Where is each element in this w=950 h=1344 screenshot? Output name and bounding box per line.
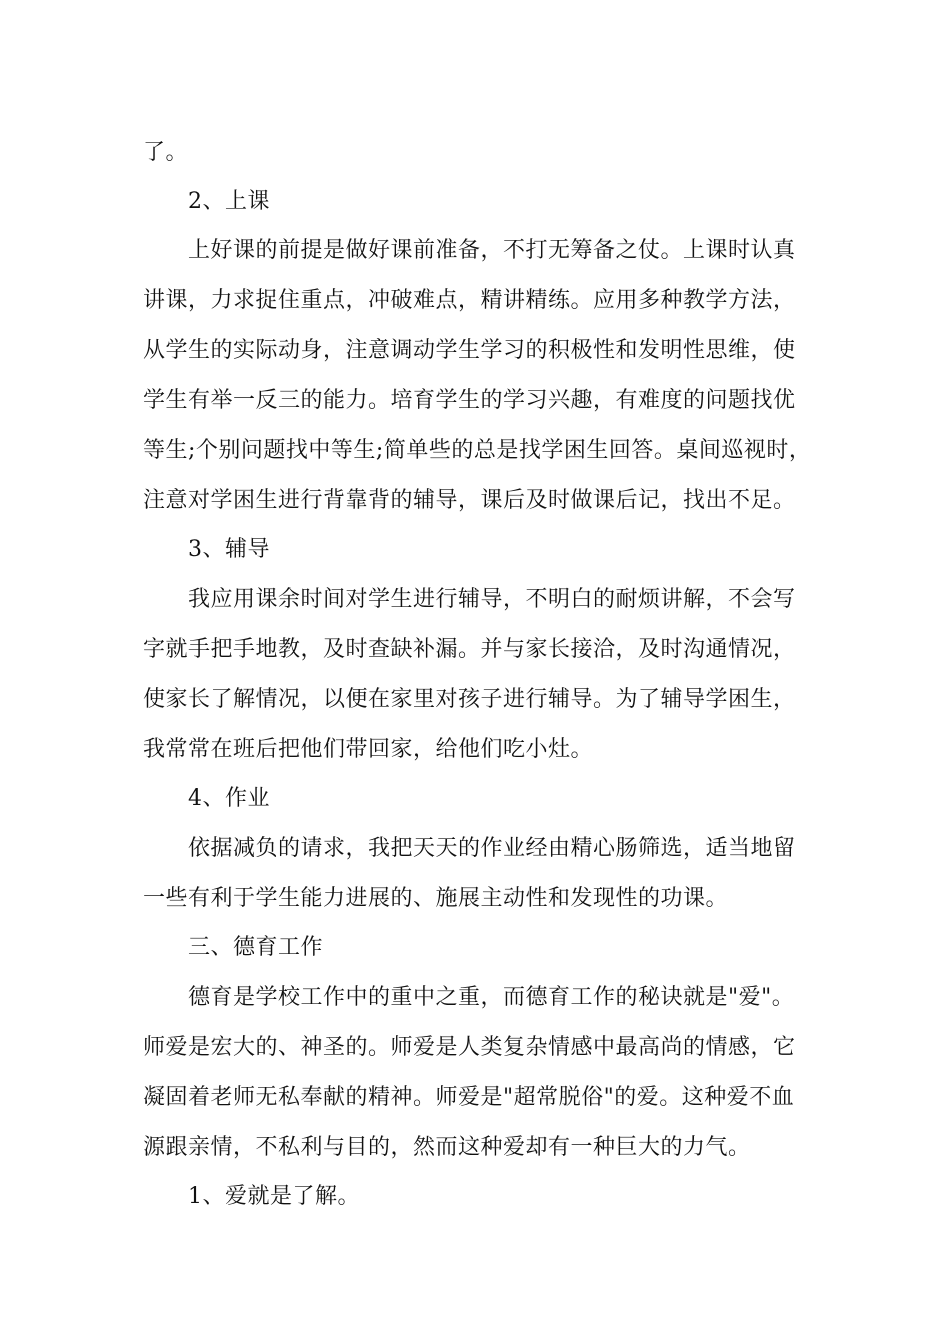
section-heading: 3、辅导 (188, 537, 270, 562)
paragraph-line: 字就手把手地教，及时查缺补漏。并与家长接洽，及时沟通情况， (143, 637, 796, 662)
paragraph-line: 注意对学困生进行背靠背的辅导，课后及时做课后记，找出不足。 (143, 488, 796, 513)
paragraph-line: 我应用课余时间对学生进行辅导，不明白的耐烦讲解，不会写 (188, 587, 796, 612)
section-heading: 2、上课 (188, 189, 270, 214)
paragraph-line: 我常常在班后把他们带回家，给他们吃小灶。 (143, 737, 594, 762)
paragraph-line: 讲课，力求捉住重点，冲破难点，精讲精练。应用多种教学方法， (143, 288, 796, 313)
paragraph-line: 学生有举一反三的能力。培育学生的学习兴趣，有难度的问题找优 (143, 388, 796, 413)
paragraph-line: 凝固着老师无私奉献的精神。师爱是"超常脱俗"的爱。这种爱不血 (143, 1085, 795, 1110)
section-heading: 4、作业 (188, 786, 270, 811)
paragraph-line: 了。 (143, 140, 189, 165)
section-heading: 三、德育工作 (188, 935, 324, 960)
paragraph-line: 源跟亲情，不私利与目的，然而这种爱却有一种巨大的力气。 (143, 1135, 751, 1160)
paragraph-line: 使家长了解情况，以便在家里对孩子进行辅导。为了辅导学困生， (143, 687, 796, 712)
paragraph-line: 上好课的前提是做好课前准备，不打无筹备之仗。上课时认真 (188, 238, 796, 263)
paragraph-line: 一些有利于学生能力进展的、施展主动性和发现性的功课。 (143, 886, 729, 911)
paragraph-line: 等生;个别问题找中等生;简单些的总是找学困生回答。桌间巡视时， (143, 438, 812, 463)
paragraph-line: 依据减负的请求，我把天天的作业经由精心肠筛选，适当地留 (188, 836, 796, 861)
paragraph-line: 德育是学校工作中的重中之重，而德育工作的秘诀就是"爱"。 (188, 985, 795, 1010)
paragraph-line: 从学生的实际动身，注意调动学生学习的积极性和发明性思维，使 (143, 338, 796, 363)
paragraph-line: 师爱是宏大的、神圣的。师爱是人类复杂情感中最高尚的情感，它 (143, 1035, 796, 1060)
section-heading: 1、爱就是了解。 (188, 1184, 360, 1209)
